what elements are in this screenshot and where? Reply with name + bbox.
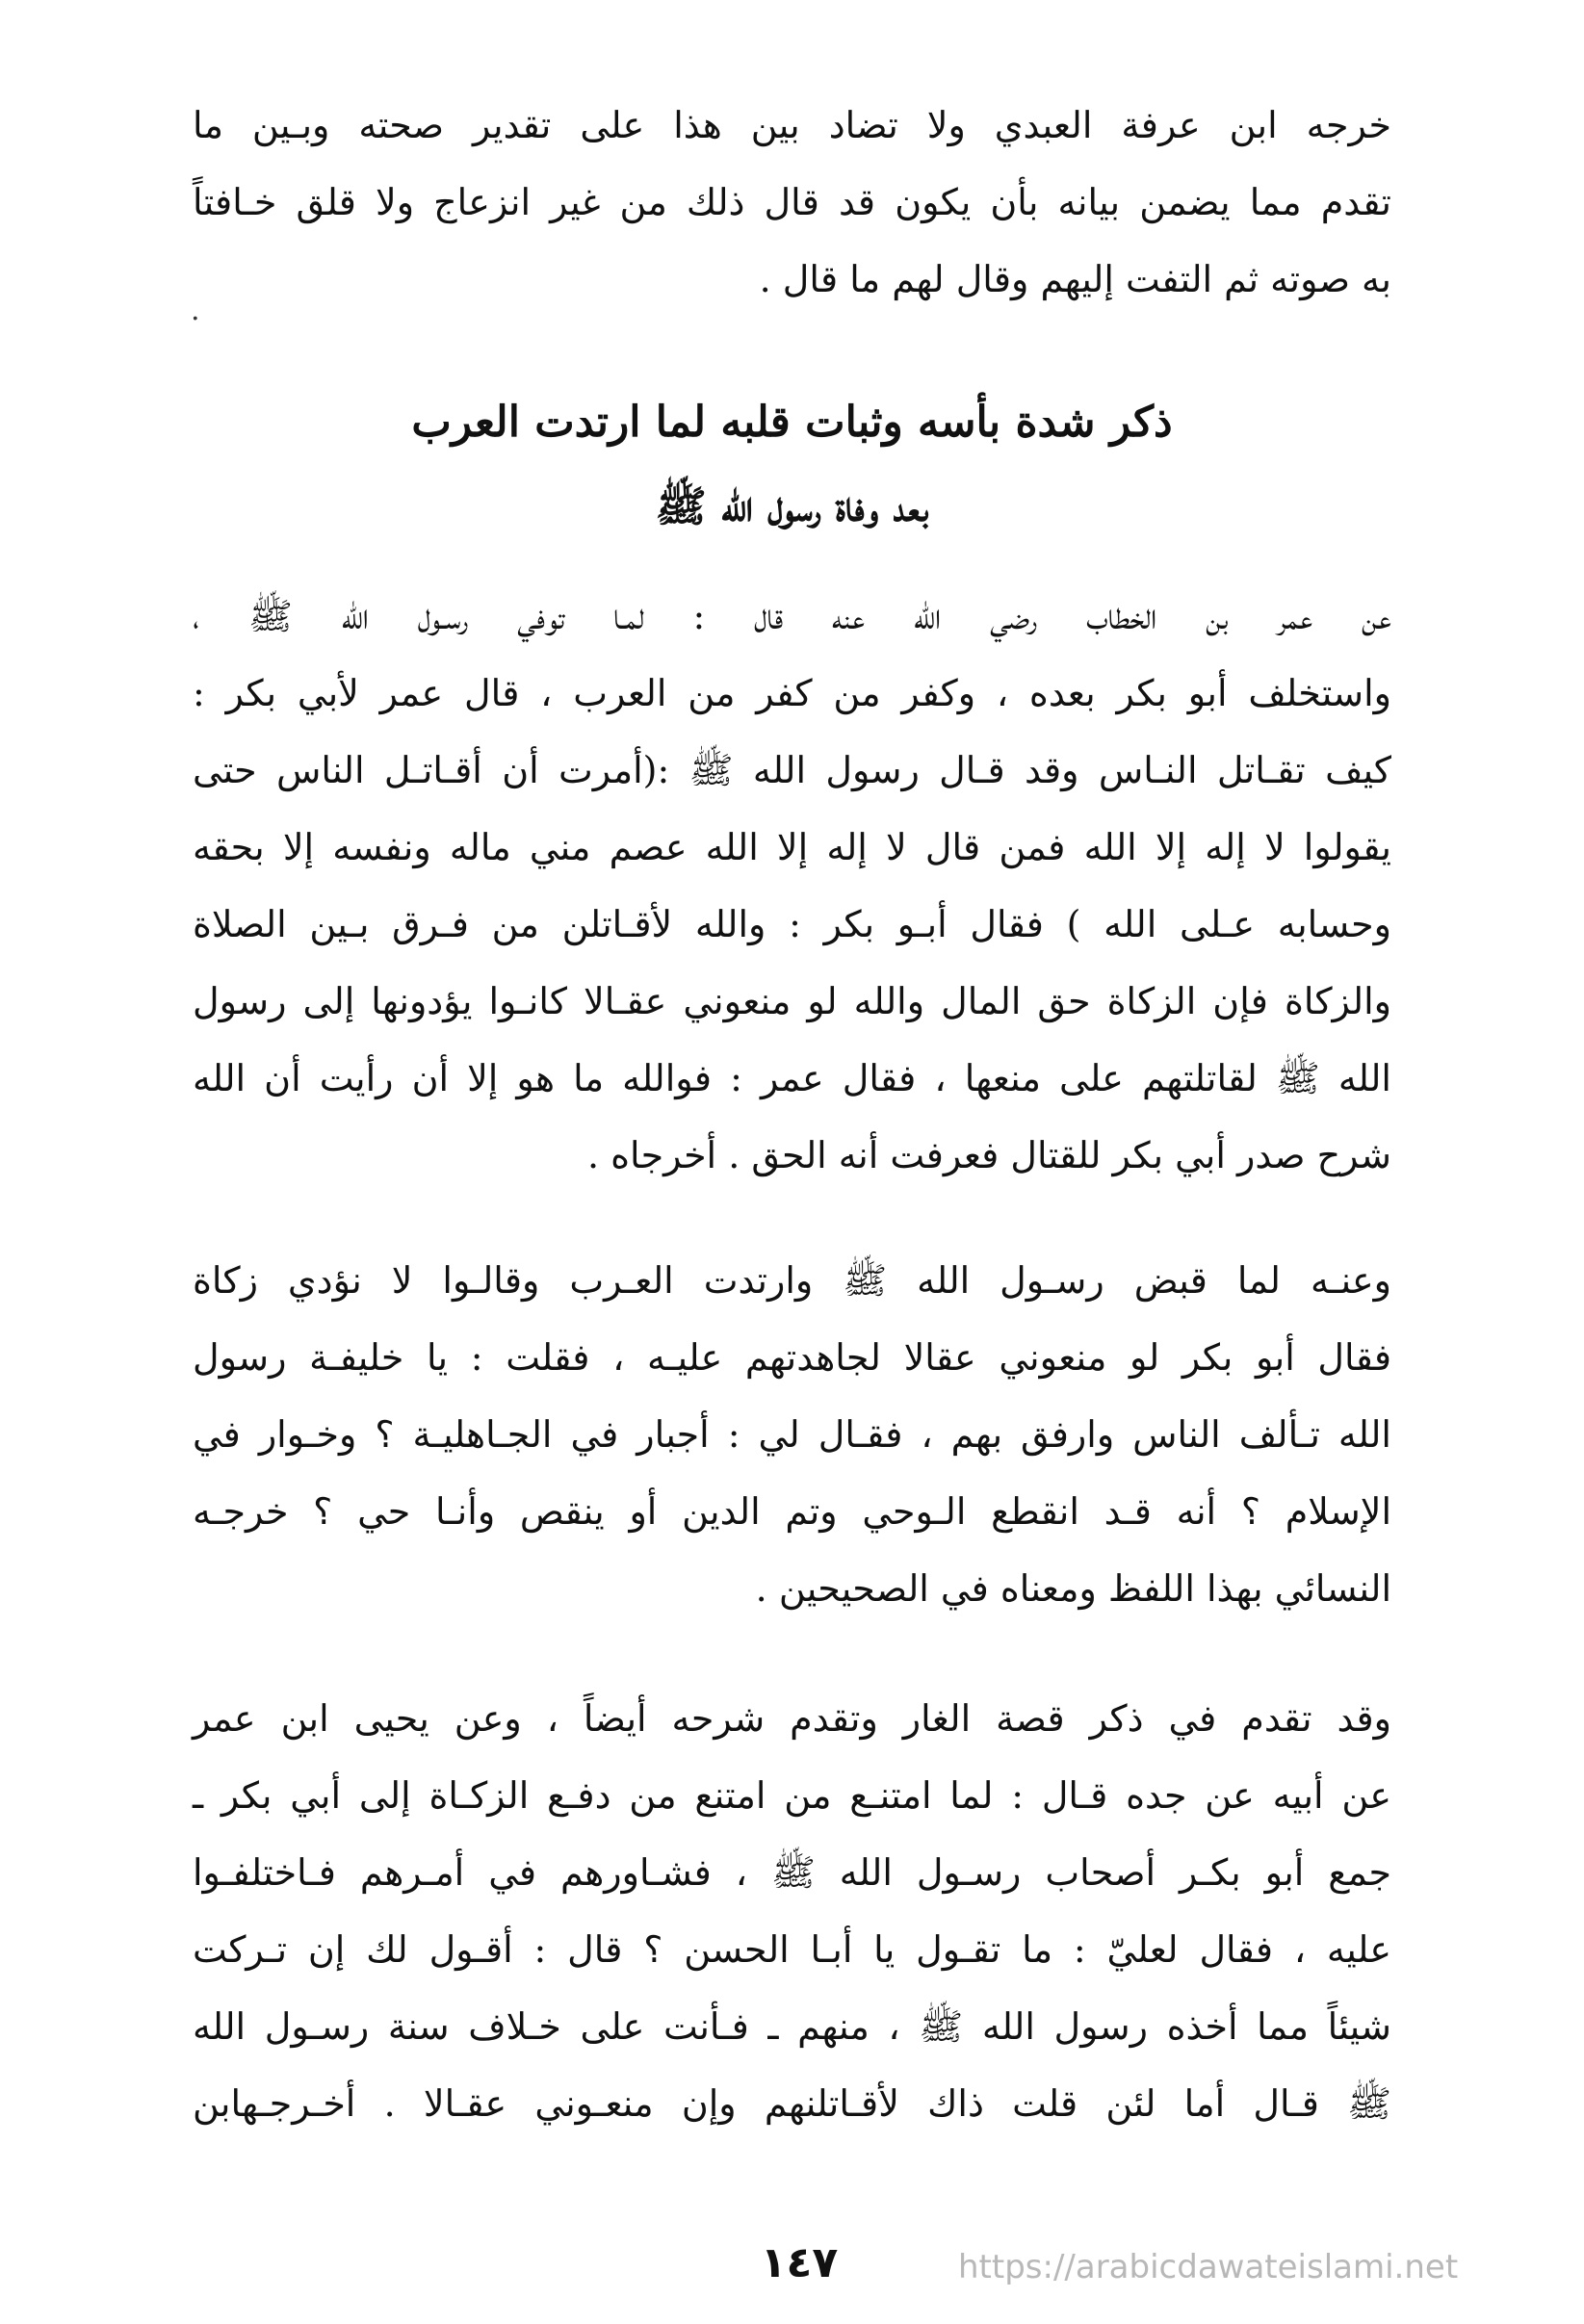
paragraph-2	[193, 1242, 1391, 1627]
section-heading-line-1: ذكر شدة بأسه وثبات قلبه لما ارتدت العرب	[411, 398, 1173, 447]
paragraph-2-line: فقال أبو بكر لو منعوني عقالا لجاهدتهم عليـه ، فقلت : يا خليفـة رسول	[193, 1336, 1391, 1379]
section-heading-line-2: بعد وفاة رسول الله ﷺ	[655, 482, 929, 531]
paragraph-3	[193, 1680, 1391, 2142]
intro-line-3: به صوته ثم التفت إليهم وقال لهم ما قال .	[759, 258, 1391, 300]
page-number: ١٤٧	[760, 2238, 839, 2287]
paragraph-3-line: عن أبيه عن جده قـال : لما امتنـع من امتنع من دفـع الزكـاة إلى أبي بكر ـ	[193, 1774, 1391, 1817]
paragraph-1-line: يقولوا لا إله إلا الله فمن قال لا إله إلا الله عصم مني ماله ونفسه إلا بحقه	[193, 826, 1391, 868]
paragraph-2-line: الإسلام ؟ أنه قـد انقطع الـوحي وتم الدين أو ينقص وأنـا حي ؟ خرجـه	[193, 1490, 1391, 1533]
section-heading	[193, 380, 1391, 550]
paragraph-3-line: شيئاً مما أخذه رسول الله ﷺ ، منهم ـ فـأنت على خـلاف سنة رسـول الله	[193, 2005, 1391, 2048]
paragraph-3-line: جمع أبو بكـر أصحاب رسـول الله ﷺ ، فشـاورهم في أمـرهم فـاختلفـوا	[193, 1851, 1391, 1894]
paragraph-1-line: واستخلف أبو بكر بعده ، وكفر من كفر من العرب ، قال عمر لأبي بكر :	[193, 672, 1391, 714]
paragraph-1	[193, 578, 1391, 1194]
paragraph-1-line: عن عمر بن الخطاب رضي الله عنه قال : لمـا توفي رسـول الله ﷺ ،	[193, 595, 1391, 637]
paragraph-1-line: كيف تقـاتل النـاس وقد قـال رسول الله ﷺ :(أمرت أن أقـاتـل الناس حتى	[193, 749, 1391, 791]
paragraph-2-line: النسائي بهذا اللفظ ومعناه في الصحيحين .	[755, 1567, 1391, 1610]
paragraph-1-line: وحسابه عـلى الله ) فقال أبـو بكر : والله لأقـاتلن من فـرق بـين الصلاة	[193, 903, 1391, 945]
margin-dot-mark: .	[191, 294, 200, 327]
paragraph-3-line: وقد تقدم في ذكر قصة الغار وتقدم شرحه أيضاً ، وعن يحيى ابن عمر	[193, 1697, 1391, 1740]
intro-line-2: تقدم مما يضمن بيانه بأن يكون قد قال ذلك من غير انزعاج ولا قلق خـافتاً	[193, 181, 1391, 223]
intro-line-1: خرجه ابن عرفة العبدي ولا تضاد بين هذا على تقدير صحته وبـين ما	[193, 104, 1391, 146]
paragraph-1-line: الله ﷺ لقاتلتهم على منعها ، فقال عمر : فوالله ما هو إلا أن رأيت أن الله	[193, 1057, 1391, 1099]
paragraph-1-line: شرح صدر أبي بكر للقتال فعرفت أنه الحق . أخرجاه .	[586, 1134, 1391, 1176]
paragraph-3-line: عليه ، فقال لعليّ : ما تقـول يا أبـا الحسن ؟ قال : أقـول لك إن تـركت	[193, 1928, 1391, 1971]
paragraph-3-line: ﷺ قـال أما لئن قلت ذاك لأقـاتلنهم وإن منعـوني عقـالا . أخـرجـهابن	[193, 2082, 1391, 2125]
paragraph-2-line: وعنـه لما قبض رسـول الله ﷺ وارتدت العـرب وقالـوا لا نؤدي زكاة	[193, 1259, 1391, 1302]
paragraph-2-line: الله تـألف الناس وارفق بهم ، فقـال لي : أجبار في الجـاهليـة ؟ وخـوار في	[193, 1413, 1391, 1456]
paragraph-1-line: والزكاة فإن الزكاة حق المال والله لو منعوني عقـالا كانـوا يؤدونها إلى رسول	[193, 980, 1391, 1022]
intro-paragraph	[193, 87, 1391, 318]
watermark-url: https://arabicdawateislami.net	[958, 2248, 1459, 2286]
